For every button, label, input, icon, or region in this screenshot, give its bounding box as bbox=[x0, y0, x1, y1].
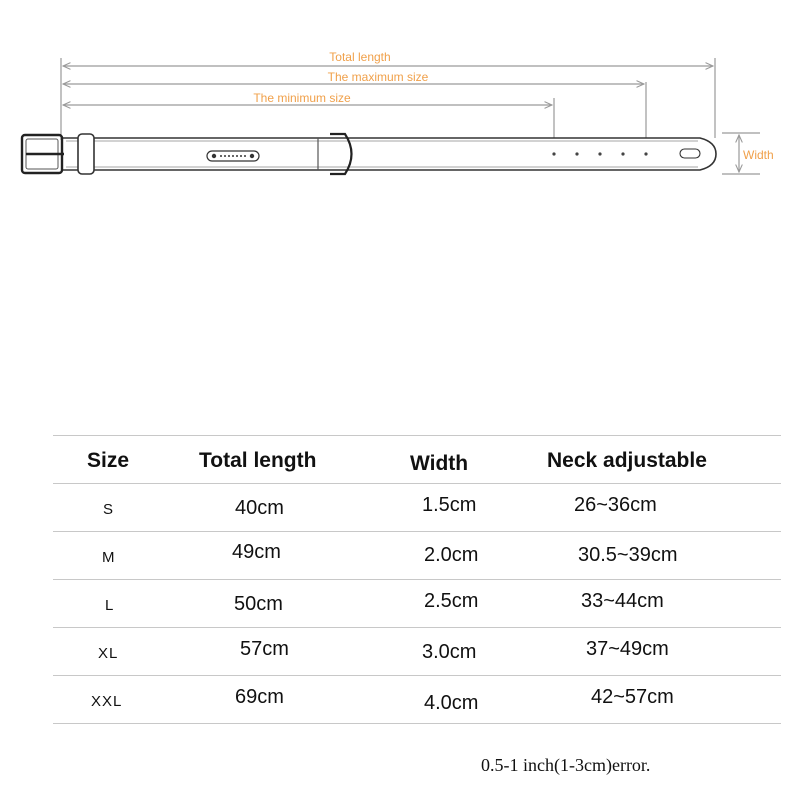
header-neck-adjustable: Neck adjustable bbox=[547, 449, 707, 472]
table-cell-size: XXL bbox=[91, 693, 123, 710]
maximum-size-label: The maximum size bbox=[327, 70, 429, 84]
table-cell-total-length: 57cm bbox=[240, 638, 289, 660]
table-cell-total-length: 50cm bbox=[234, 593, 283, 615]
table-cell-width: 2.0cm bbox=[424, 544, 479, 566]
table-rule bbox=[53, 531, 781, 532]
error-note: 0.5-1 inch(1-3cm)error. bbox=[481, 755, 651, 775]
size-table bbox=[53, 435, 781, 725]
table-cell-neck: 26~36cm bbox=[574, 494, 657, 516]
table-rule bbox=[53, 435, 781, 436]
keeper-loop bbox=[78, 134, 94, 174]
header-size: Size bbox=[87, 449, 130, 472]
table-cell-neck: 30.5~39cm bbox=[578, 544, 678, 566]
table-rule bbox=[53, 627, 781, 628]
table-cell-size: S bbox=[103, 501, 115, 518]
table-cell-total-length: 40cm bbox=[235, 497, 284, 519]
table-cell-total-length: 69cm bbox=[235, 686, 284, 708]
buckle-icon bbox=[22, 135, 64, 173]
header-total-length: Total length bbox=[199, 449, 317, 472]
table-cell-neck: 37~49cm bbox=[586, 638, 669, 660]
tip-emblem bbox=[680, 149, 700, 158]
collar-strap bbox=[62, 138, 716, 170]
total-length-label: Total length bbox=[329, 50, 391, 64]
table-rule bbox=[53, 483, 781, 484]
table-cell-neck: 33~44cm bbox=[581, 590, 664, 612]
table-cell-neck: 42~57cm bbox=[591, 686, 674, 708]
brand-plate-icon bbox=[207, 151, 259, 161]
minimum-size-label: The minimum size bbox=[253, 91, 351, 105]
table-cell-size: L bbox=[105, 597, 115, 614]
width-label: Width bbox=[743, 148, 774, 162]
table-rule bbox=[53, 579, 781, 580]
table-cell-width: 3.0cm bbox=[422, 641, 477, 663]
header-width: Width bbox=[410, 452, 469, 475]
collar-dimension-diagram bbox=[0, 0, 800, 200]
table-cell-total-length: 49cm bbox=[232, 541, 281, 563]
table-cell-size: M bbox=[102, 549, 116, 566]
table-cell-size: XL bbox=[98, 645, 119, 662]
table-cell-width: 4.0cm bbox=[424, 692, 479, 714]
table-rule bbox=[53, 675, 781, 676]
table-cell-width: 2.5cm bbox=[424, 590, 479, 612]
table-cell-width: 1.5cm bbox=[422, 494, 477, 516]
table-rule bbox=[53, 723, 781, 724]
